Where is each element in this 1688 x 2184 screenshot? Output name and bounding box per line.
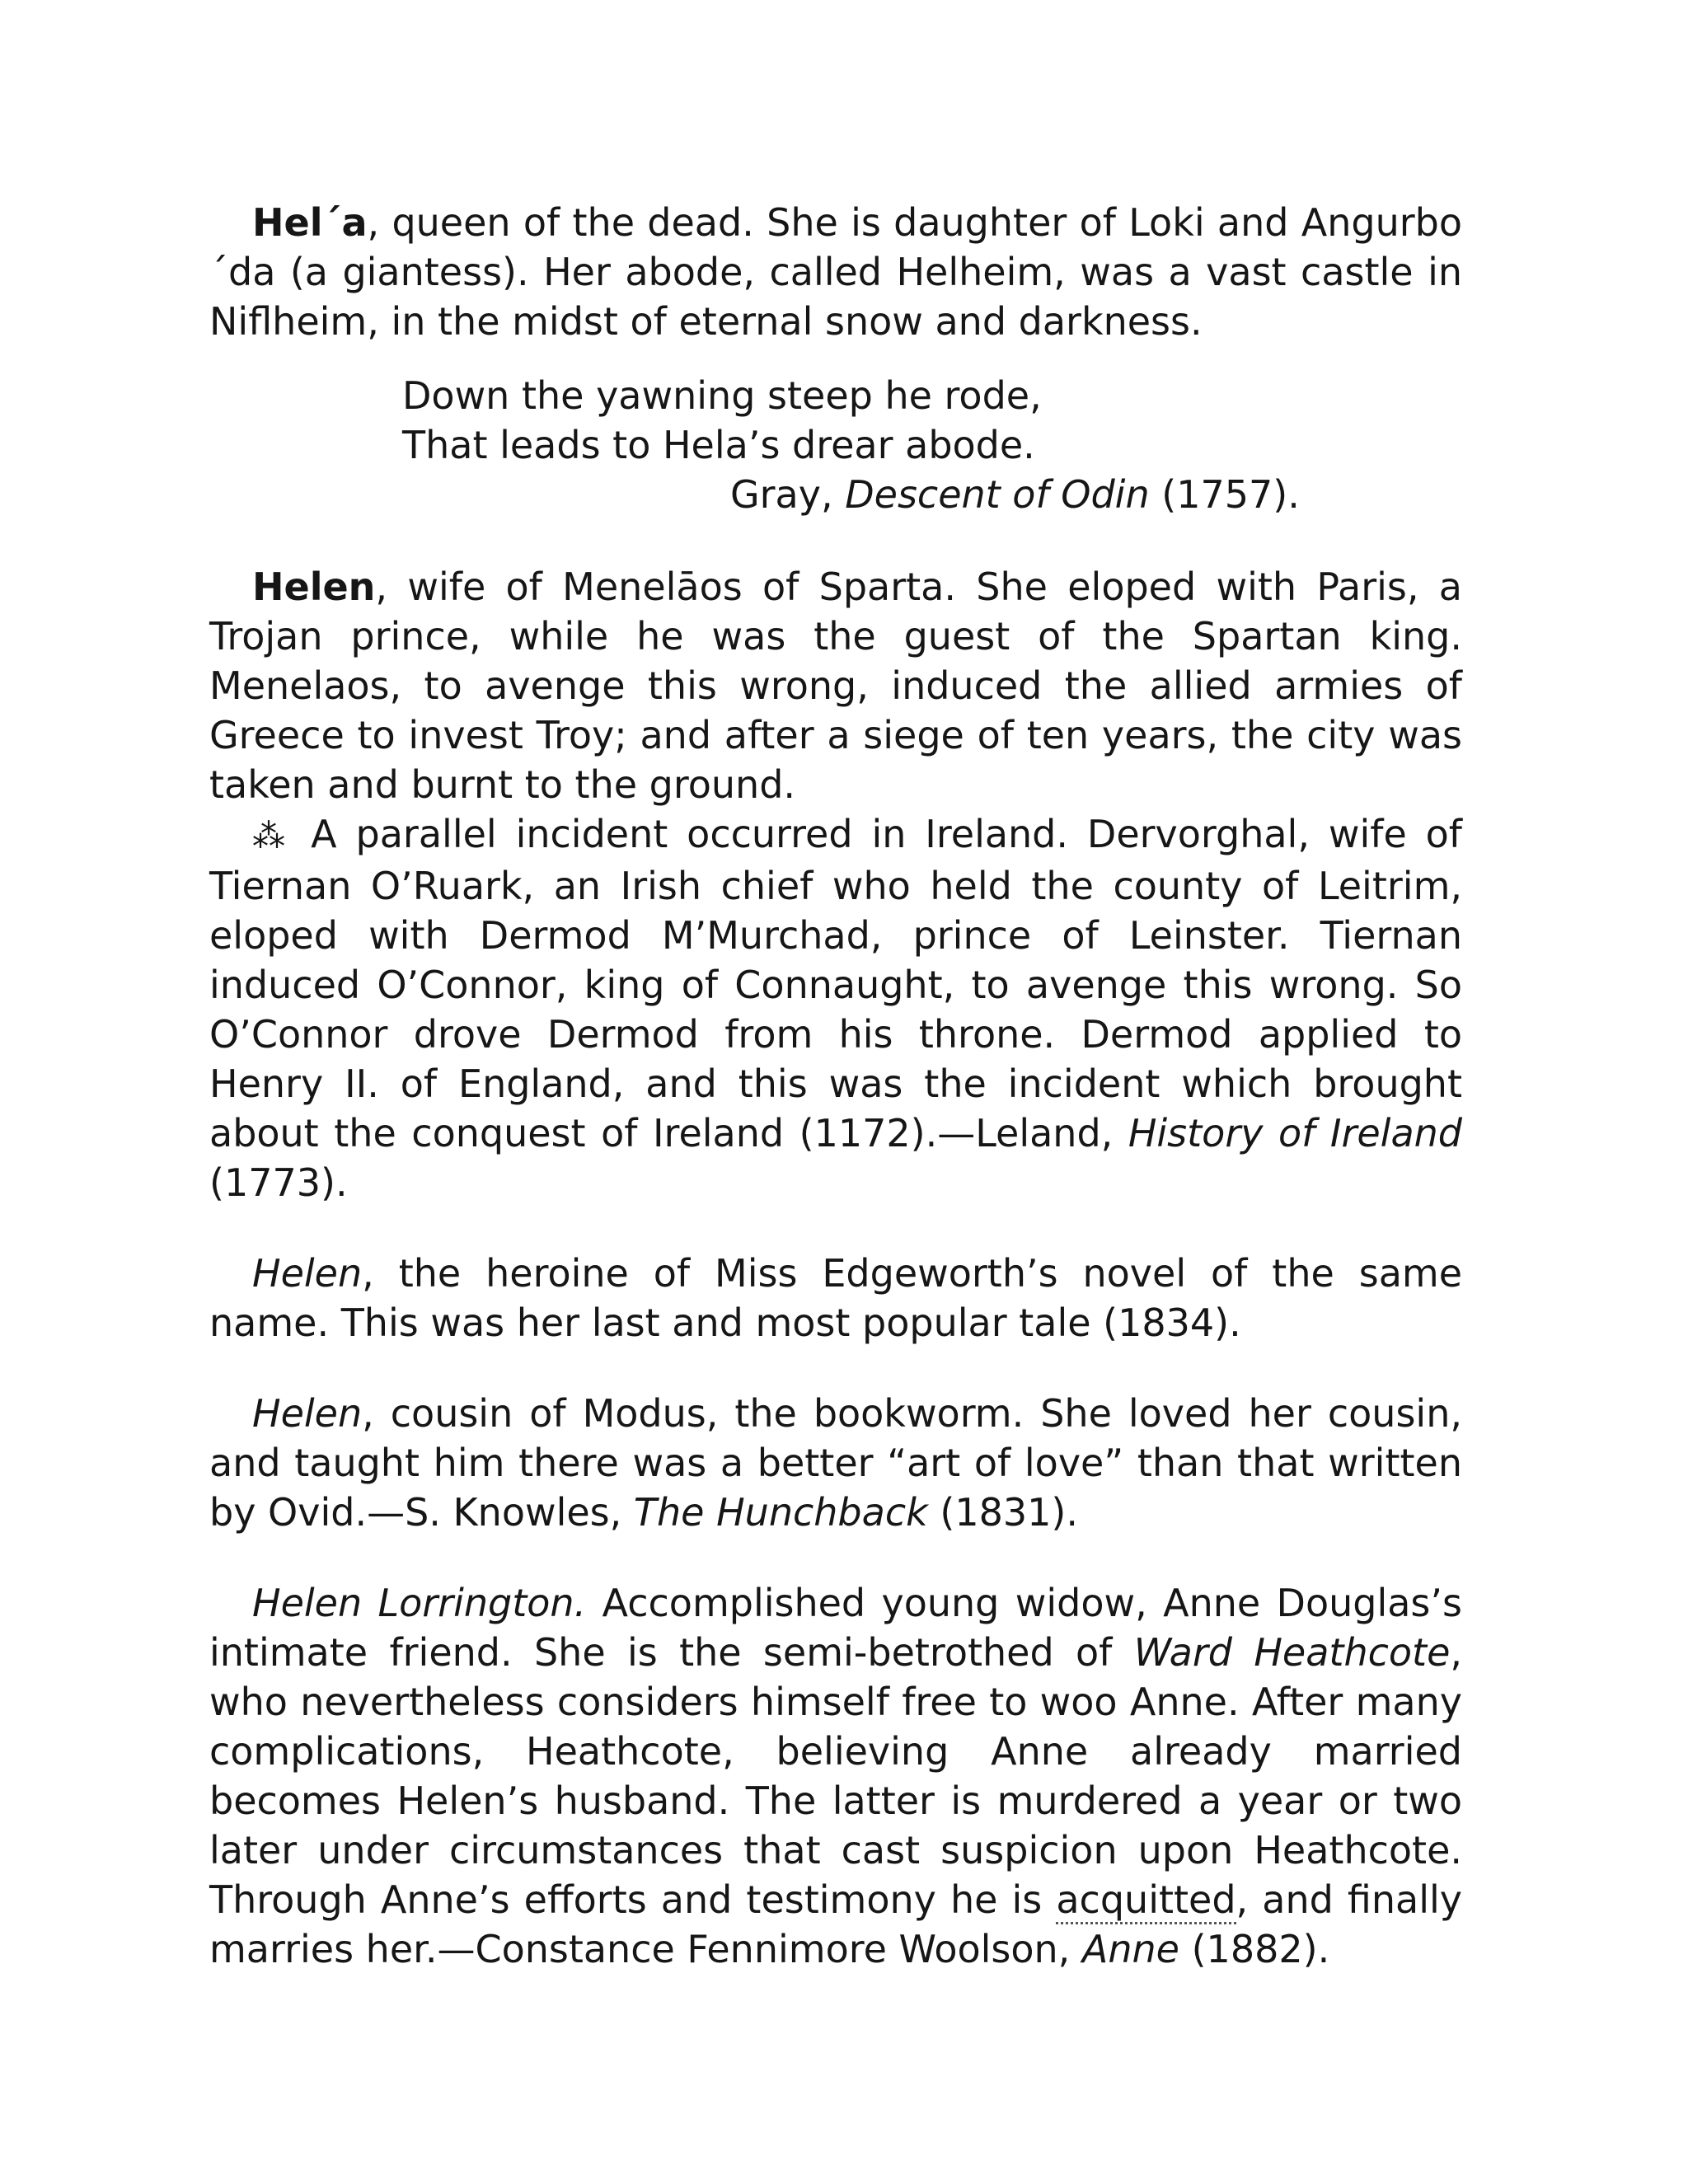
verse-line-1: Down the yawning steep he rode, [402, 373, 1042, 418]
entry-helen-lorrington [209, 1578, 1462, 1974]
entry-text: , the heroine of Miss Edgeworth’s novel of the same name. This was her last and most popular tale (1834). [209, 1251, 1462, 1345]
verse-attribution [730, 470, 1462, 519]
attribution-title: Descent of Odin [845, 472, 1150, 517]
attribution-author: Gray, [730, 472, 846, 517]
spacer [209, 346, 1462, 371]
correction-underline[interactable]: acquitted [1056, 1877, 1236, 1924]
entry-helen-menelaos [209, 562, 1462, 809]
spacer [209, 1537, 1462, 1578]
page-text-column [209, 198, 1462, 1974]
entry-source: The Hunchback [633, 1490, 928, 1535]
asterism-icon: ⁂ [252, 818, 293, 855]
entry-ireland-note [209, 809, 1462, 1207]
entry-text: , wife of Menelāos of Sparta. She eloped with Paris, a Trojan prince, while he was the guest of the Spartan king. Menelaos, to avenge this wrong, induced the allied armies of Greece to invest Troy; and after a siege of ten years, the city was taken and burnt to the ground. [209, 565, 1462, 807]
entry-text: A parallel incident occurred in Ireland. Dervorghal, wife of Tiernan O’Ruark, an Irish chief who held the county of Leitrim, eloped with Dermod M’Murchad, prince of Leinster. Tiernan induced O’Connor, king of Connaught, to avenge this wrong. So O’Connor drove Dermod from his throne. Dermod applied to Henry II. of England, and this was the incident which brought about the conquest of Ireland (1172).—Leland, [209, 812, 1462, 1155]
spacer [209, 1347, 1462, 1389]
spacer [209, 519, 1462, 562]
entry-text: , and finally marries her.—Constance Fennimore Woolson, [209, 1877, 1462, 1971]
entry-year: (1773). [209, 1160, 348, 1205]
entry-helen-hunchback [209, 1389, 1462, 1537]
entry-text: , who nevertheless considers himself free to woo Anne. After many complications, Heathcote, believing Anne already married becomes Helen’s husband. The latter is murdered a year or two later under circumstances that cast suspicion upon Heathcote. Through Anne’s efforts and testimony he is [209, 1630, 1462, 1922]
attribution-year: (1757). [1149, 472, 1300, 517]
entry-year: (1882). [1179, 1927, 1330, 1971]
entry-source: Anne [1081, 1927, 1179, 1971]
entry-text: , cousin of Modus, the bookworm. She loved her cousin, and taught him there was a better “art of love” than that written by Ovid.—S. Knowles, [209, 1391, 1462, 1535]
entry-headword: Helen [252, 1251, 363, 1296]
entry-year: (1831). [927, 1490, 1078, 1535]
entry-headword: Helen Lorrington. [252, 1581, 587, 1625]
entry-character-name: Ward Heathcote [1133, 1630, 1451, 1675]
entry-source: History of Ireland [1128, 1111, 1462, 1155]
entry-text: , queen of the dead. She is daughter of Loki and Angurbo´da (a giantess). Her abode, called Helheim, was a vast castle in Niflheim, in the midst of eternal snow and darkness. [209, 200, 1462, 344]
entry-headword: Helen [252, 565, 376, 609]
entry-helen-edgeworth [209, 1249, 1462, 1347]
entry-text: Accomplished young widow, Anne Douglas’s intimate friend. She is the semi-betrothed of [209, 1581, 1462, 1675]
entry-headword: Helen [252, 1391, 363, 1436]
verse-line-2: That leads to Hela’s drear abode. [402, 423, 1035, 467]
entry-hela [209, 198, 1462, 346]
spacer [209, 1207, 1462, 1249]
entry-headword: Hel´a [252, 200, 368, 245]
